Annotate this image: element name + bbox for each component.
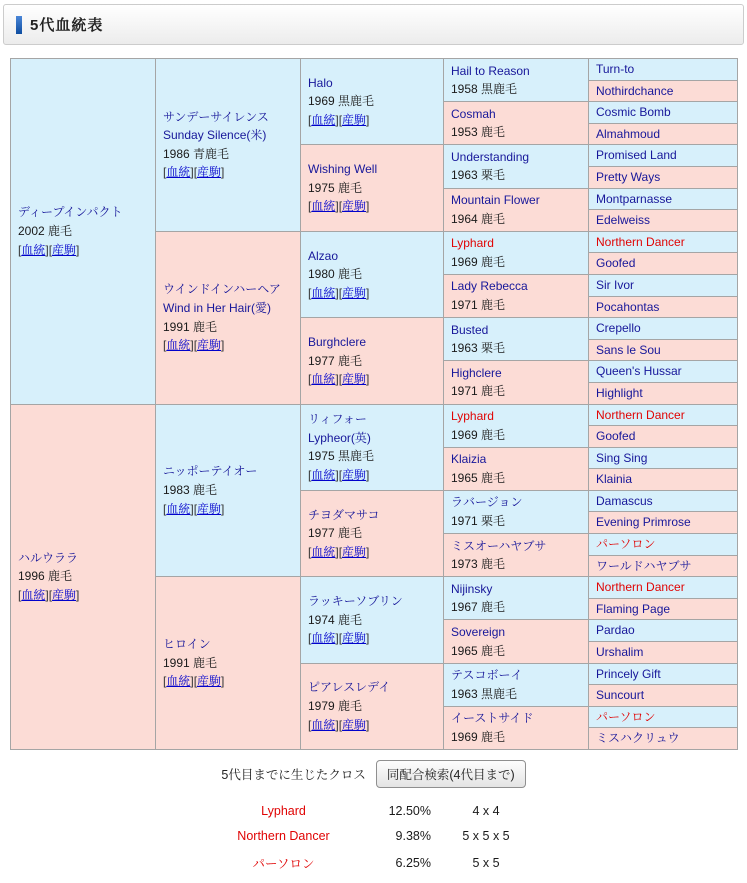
blood-link[interactable]: 血統 [311,544,336,559]
pedigree-cell-gen2 [156,577,301,750]
title-accent-bar [16,16,22,34]
horse-year-coat: 1969 鹿毛 [451,254,506,269]
pedigree-cell-gen5 [589,577,738,599]
cross-horse-name[interactable]: Lyphard [261,804,306,818]
pedigree-cell-gen4 [444,59,589,102]
horse-year-coat: 1969 鹿毛 [451,427,506,442]
pedigree-cell-gen5 [589,512,738,534]
horse-name-link[interactable]: Lyphard [451,236,494,251]
horse-year-coat: 1977 鹿毛 [308,526,363,541]
horse-name-link[interactable]: Busted [451,322,489,337]
horse-name-link[interactable]: Alzao [308,248,339,263]
horse-name-link[interactable]: テスコボーイ [451,668,523,683]
offspring-link[interactable]: 産駒 [197,501,222,516]
blood-link[interactable]: 血統 [21,588,46,603]
pedigree-table [10,58,738,750]
pedigree-cell-gen5 [589,145,738,167]
pedigree-cell-gen2 [156,231,301,404]
pedigree-cell-gen3 [301,663,444,749]
horse-year-coat: 1975 鹿毛 [308,180,363,195]
horse-name-link[interactable]: Sovereign [451,624,506,639]
pedigree-cell-gen5 [589,728,738,750]
horse-year-coat: 1986 青鹿毛 [163,146,230,161]
pedigree-cell-gen2 [156,59,301,232]
horse-name-link[interactable]: パーソロン [596,709,656,724]
pedigree-cell-gen4 [444,188,589,231]
horse-latin-name: Wind in Her Hair(愛) [163,301,272,316]
horse-year-coat: 1963 栗毛 [451,341,506,356]
blood-link[interactable]: 血統 [311,285,336,300]
horse-name-link[interactable]: Damascus [596,493,653,508]
horse-links: [血統][産駒] [308,285,370,300]
offspring-link[interactable]: 産駒 [197,674,222,689]
blood-link[interactable]: 血統 [166,501,191,516]
horse-year-coat: 1979 鹿毛 [308,699,363,714]
pedigree-cell-gen4 [444,663,589,706]
pedigree-cell-gen5 [589,685,738,707]
horse-year-coat: 1958 黒鹿毛 [451,82,518,97]
horse-links: [血統][産駒] [308,544,370,559]
horse-links: [血統][産駒] [308,372,370,387]
pedigree-cell-gen5 [589,534,738,556]
horse-year-coat: 2002 鹿毛 [18,223,73,238]
offspring-link[interactable]: 産駒 [197,165,222,180]
cross-header [0,760,747,788]
horse-year-coat: 1975 黒鹿毛 [308,449,375,464]
horse-name-link[interactable]: ヒロイン [163,637,211,652]
horse-links: [血統][産駒] [163,501,225,516]
horse-latin-name: Lypheor(英) [308,430,371,445]
pedigree-cell-gen5 [589,80,738,102]
horse-name-link[interactable]: ピアレスレデイ [308,680,391,695]
horse-year-coat: 1967 鹿毛 [451,600,506,615]
offspring-link[interactable]: 産駒 [342,631,367,646]
horse-name-link[interactable]: Understanding [451,149,530,164]
offspring-link[interactable]: 産駒 [52,588,77,603]
pedigree-cell-gen4 [444,102,589,145]
pedigree-cell-gen5 [589,318,738,340]
horse-name-link[interactable]: Highlight [596,385,643,400]
cross-row [0,804,747,818]
pedigree-cell-gen5 [589,123,738,145]
blood-link[interactable]: 血統 [166,338,191,353]
horse-year-coat: 1969 鹿毛 [451,729,506,744]
horse-links: [血統][産駒] [18,588,80,603]
pedigree-cell-gen4 [444,318,589,361]
cross-row [0,854,747,872]
horse-name-link[interactable]: ラバージョン [451,495,523,510]
same-mating-search-button[interactable]: 同配合検索(4代目まで) [376,760,526,788]
horse-name-link[interactable]: Almahmoud [596,126,661,141]
horse-name-link[interactable]: Suncourt [596,688,645,703]
pedigree-cell-gen3 [301,145,444,231]
cross-pattern: 4 x 4 [472,804,500,818]
pedigree-cell-gen3 [301,231,444,317]
pedigree-cell-gen5 [589,361,738,383]
horse-name-link[interactable]: ハルウララ [18,550,79,565]
horse-year-coat: 1964 鹿毛 [451,211,506,226]
pedigree-cell-gen5 [589,426,738,448]
horse-name-link[interactable]: Northern Dancer [596,580,685,595]
offspring-link[interactable]: 産駒 [342,112,367,127]
horse-name-link[interactable]: Queen's Hussar [596,364,682,379]
pedigree-cell-gen5 [589,447,738,469]
horse-name-link[interactable]: Mountain Flower [451,193,540,208]
horse-year-coat: 1973 鹿毛 [451,557,506,572]
horse-year-coat: 1971 鹿毛 [451,298,506,313]
horse-name-link[interactable]: チヨダマサコ [308,507,380,522]
horse-name-link[interactable]: Montparnasse [596,191,673,206]
horse-name-link[interactable]: Crepello [596,321,641,336]
horse-year-coat: 1963 黒鹿毛 [451,686,518,701]
pedigree-cell-gen5 [589,620,738,642]
horse-name-link[interactable]: ミスハクリュウ [596,731,680,746]
horse-name-link[interactable]: Turn-to [596,62,635,76]
horse-year-coat: 1971 栗毛 [451,513,506,528]
pedigree-cell-gen4 [444,447,589,490]
blood-link[interactable]: 血統 [166,674,191,689]
horse-name-link[interactable]: Promised Land [596,148,677,163]
horse-links: [血統][産駒] [308,112,370,127]
blood-link[interactable]: 血統 [311,372,336,387]
blood-link[interactable]: 血統 [21,242,46,257]
pedigree-cell-gen4 [444,404,589,447]
pedigree-cell-gen4 [444,620,589,663]
pedigree-cell-gen5 [589,253,738,275]
horse-name-link[interactable]: Northern Dancer [596,407,685,422]
horse-name-link[interactable]: ミスオーハヤブサ [451,538,547,553]
blood-link[interactable]: 血統 [166,165,191,180]
horse-year-coat: 1953 鹿毛 [451,125,506,140]
pedigree-cell-gen5 [589,59,738,81]
horse-name-link[interactable]: Northern Dancer [596,234,685,249]
pedigree-cell-gen5 [589,663,738,685]
horse-name-link[interactable]: Hail to Reason [451,63,530,78]
horse-year-coat: 1977 鹿毛 [308,353,363,368]
horse-name-link[interactable]: Wishing Well [308,162,378,177]
pedigree-cell-gen5 [589,598,738,620]
pedigree-cell-gen5 [589,231,738,253]
horse-links: [血統][産駒] [308,717,370,732]
horse-year-coat: 1965 鹿毛 [451,643,506,658]
cross-pattern: 5 x 5 x 5 [462,829,510,843]
horse-name-link[interactable]: Highclere [451,365,502,380]
horse-name-link[interactable]: イーストサイド [451,711,534,726]
pedigree-cell-gen5 [589,188,738,210]
pedigree-cell-gen1 [11,59,156,405]
pedigree-cell-gen4 [444,231,589,274]
horse-name-link[interactable]: Cosmah [451,106,496,121]
horse-latin-name: Sunday Silence(米) [163,128,267,143]
horse-name-link[interactable]: Burghclere [308,334,367,349]
cross-horse-name[interactable]: Northern Dancer [237,829,330,843]
horse-year-coat: 1965 鹿毛 [451,470,506,485]
horse-name-link[interactable]: Sans le Sou [596,342,661,357]
horse-name-link[interactable]: Nothirdchance [596,83,674,98]
offspring-link[interactable]: 産駒 [342,717,367,732]
pedigree-cell-gen4 [444,274,589,317]
pedigree-cell-gen5 [589,296,738,318]
horse-name-link[interactable]: Lady Rebecca [451,279,528,294]
pedigree-cell-gen5 [589,274,738,296]
pedigree-cell-gen4 [444,361,589,404]
cross-row [0,829,747,843]
blood-link[interactable]: 血統 [311,631,336,646]
blood-link[interactable]: 血統 [311,199,336,214]
pedigree-cell-gen4 [444,534,589,577]
pedigree-cell-gen5 [589,555,738,577]
horse-name-link[interactable]: Halo [308,75,333,90]
pedigree-cell-gen3 [301,318,444,404]
pedigree-cell-gen5 [589,404,738,426]
pedigree-cell-gen4 [444,577,589,620]
cross-label: 5代目までに生じたクロス [221,768,366,782]
blood-link[interactable]: 血統 [311,467,336,482]
horse-name-link[interactable]: ウインドインハーヘア [163,282,281,297]
horse-name-link[interactable]: Pretty Ways [596,169,661,184]
horse-year-coat: 1969 黒鹿毛 [308,94,375,109]
horse-name-link[interactable]: サンデーサイレンス [163,109,269,124]
pedigree-cell-gen5 [589,706,738,728]
cross-list [0,804,747,872]
horse-links: [血統][産駒] [163,165,225,180]
offspring-link[interactable]: 産駒 [342,467,367,482]
horse-year-coat: 1971 鹿毛 [451,384,506,399]
offspring-link[interactable]: 産駒 [342,372,367,387]
cross-blood-percent: 9.38% [395,829,431,843]
horse-year-coat: 1991 鹿毛 [163,655,218,670]
pedigree-cell-gen5 [589,339,738,361]
horse-links: [血統][産駒] [308,631,370,646]
pedigree-cell-gen3 [301,59,444,145]
horse-name-link[interactable]: Goofed [596,256,636,271]
horse-links: [血統][産駒] [308,199,370,214]
horse-name-link[interactable]: ワールドハヤブサ [596,558,692,573]
offspring-link[interactable]: 産駒 [342,285,367,300]
pedigree-cell-gen3 [301,404,444,490]
pedigree-cell-gen3 [301,577,444,663]
blood-link[interactable]: 血統 [311,717,336,732]
horse-name-link[interactable]: Cosmic Bomb [596,105,671,120]
horse-links: [血統][産駒] [18,242,80,257]
horse-year-coat: 1980 鹿毛 [308,267,363,282]
horse-name-link[interactable]: Goofed [596,429,636,444]
horse-name-link[interactable]: ラッキーソブリン [308,594,403,609]
horse-name-link[interactable]: Urshalim [596,645,644,660]
horse-name-link[interactable]: Klainia [596,472,633,487]
page-header [3,4,744,45]
horse-name-link[interactable]: Flaming Page [596,601,671,616]
cross-pattern: 5 x 5 [472,856,500,870]
pedigree-cell-gen5 [589,490,738,512]
horse-name-link[interactable]: Nijinsky [451,581,493,596]
blood-link[interactable]: 血統 [311,112,336,127]
pedigree-cell-gen5 [589,166,738,188]
cross-blood-percent: 6.25% [395,856,431,870]
horse-name-link[interactable]: Klaizia [451,452,487,467]
horse-name-link[interactable]: Evening Primrose [596,515,691,530]
offspring-link[interactable]: 産駒 [342,544,367,559]
horse-name-link[interactable]: ニッポーテイオー [163,464,258,479]
page-title: 5代血統表 [30,17,104,34]
pedigree-cell-gen4 [444,490,589,533]
cross-horse-name[interactable]: パーソロン [252,857,315,871]
horse-name-link[interactable]: リィフォー [308,412,367,426]
horse-year-coat: 1974 鹿毛 [308,612,363,627]
pedigree-cell-gen4 [444,706,589,749]
pedigree-cell-gen5 [589,102,738,124]
horse-year-coat: 1983 鹿毛 [163,483,218,498]
horse-year-coat: 1963 栗毛 [451,168,506,183]
pedigree-cell-gen3 [301,490,444,576]
horse-year-coat: 1996 鹿毛 [18,569,73,584]
pedigree-cell-gen4 [444,145,589,188]
pedigree-cell-gen5 [589,642,738,664]
horse-links: [血統][産駒] [308,467,370,482]
horse-name-link[interactable]: パーソロン [596,537,656,552]
horse-name-link[interactable]: Pocahontas [596,299,660,314]
horse-name-link[interactable]: Sing Sing [596,450,648,465]
horse-year-coat: 1991 鹿毛 [163,319,218,334]
offspring-link[interactable]: 産駒 [197,338,222,353]
pedigree-cell-gen5 [589,469,738,491]
offspring-link[interactable]: 産駒 [342,199,367,214]
horse-links: [血統][産駒] [163,338,225,353]
cross-blood-percent: 12.50% [388,804,431,818]
horse-name-link[interactable]: ディープインパクト [18,205,123,220]
horse-name-link[interactable]: Princely Gift [596,666,661,681]
pedigree-cell-gen5 [589,382,738,404]
horse-name-link[interactable]: Edelweiss [596,213,651,228]
horse-links: [血統][産駒] [163,674,225,689]
offspring-link[interactable]: 産駒 [52,242,77,257]
pedigree-cell-gen2 [156,404,301,577]
pedigree-cell-gen1 [11,404,156,750]
horse-name-link[interactable]: Sir Ivor [596,277,635,292]
horse-name-link[interactable]: Lyphard [451,409,494,423]
horse-name-link[interactable]: Pardao [596,623,635,638]
pedigree-cell-gen5 [589,210,738,232]
